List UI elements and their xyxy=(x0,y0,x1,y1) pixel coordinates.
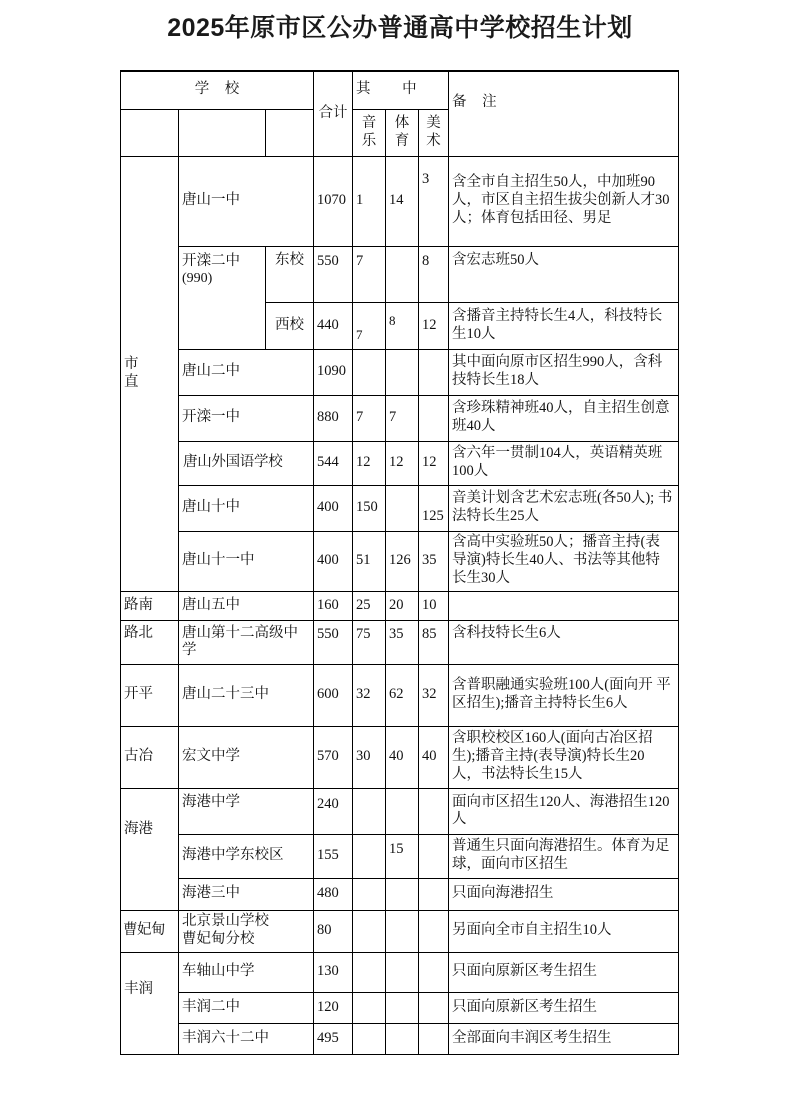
region-cell-kaiping: 开平 xyxy=(121,664,179,726)
region-cell-shizhi xyxy=(121,156,179,591)
music-value xyxy=(353,834,386,878)
note-value: 只面向原新区考生招生 xyxy=(449,992,679,1023)
art-value xyxy=(419,910,449,952)
header-pe xyxy=(386,109,419,156)
art-value: 12 xyxy=(419,302,449,349)
region-shizhi-char1: 市 xyxy=(124,355,139,372)
school-name-main: 开滦二中 xyxy=(182,252,240,269)
school-name: 唐山十一中 xyxy=(179,531,314,591)
music-value: 51 xyxy=(353,531,386,591)
header-music-char2: 乐 xyxy=(361,132,377,149)
note-value: 面向市区招生120人、海港招生120人 xyxy=(449,788,679,834)
note-value: 音美计划含艺术宏志班(各50人); 书法特长生25人 xyxy=(449,485,679,531)
school-name: 唐山十中 xyxy=(179,485,314,531)
note-value: 含普职融通实验班100人(面向开 平区招生);播音主持特长生6人 xyxy=(449,664,679,726)
total-value: 480 xyxy=(314,878,353,910)
header-school: 学 校 xyxy=(121,71,314,109)
table-row xyxy=(121,349,679,395)
table-row xyxy=(121,952,679,992)
pe-value: 7 xyxy=(386,395,419,441)
art-value: 12 xyxy=(419,441,449,485)
music-value: 7 xyxy=(353,395,386,441)
music-value: 32 xyxy=(353,664,386,726)
note-value xyxy=(449,591,679,620)
art-value xyxy=(419,349,449,395)
header-total: 合计 xyxy=(314,71,353,156)
header-region-blank xyxy=(121,109,179,156)
total-value: 130 xyxy=(314,952,353,992)
total-value: 495 xyxy=(314,1023,353,1054)
music-value xyxy=(353,349,386,395)
music-value: 7 xyxy=(353,246,386,302)
table-row xyxy=(121,664,679,726)
pe-value: 14 xyxy=(386,156,419,246)
art-value xyxy=(419,1023,449,1054)
header-among: 其 中 xyxy=(353,71,449,109)
music-value: 7 xyxy=(353,302,386,349)
total-value: 570 xyxy=(314,726,353,788)
music-value: 150 xyxy=(353,485,386,531)
header-art-char2: 术 xyxy=(426,132,441,149)
art-value xyxy=(419,878,449,910)
page-title: 2025年原市区公办普通高中学校招生计划 xyxy=(167,14,633,42)
table-row xyxy=(121,910,679,952)
school-name: 唐山一中 xyxy=(179,156,314,246)
region-cell-caofeidian: 曹妃甸 xyxy=(121,910,179,952)
total-value: 544 xyxy=(314,441,353,485)
school-name: 车轴山中学 xyxy=(179,952,314,992)
school-name: 宏文中学 xyxy=(179,726,314,788)
total-value: 160 xyxy=(314,591,353,620)
table-row xyxy=(121,788,679,834)
note-value: 其中面向原市区招生990人，含科 技特长生18人 xyxy=(449,349,679,395)
table-row xyxy=(121,246,679,302)
note-value: 含珍珠精神班40人，自主招生创意 班40人 xyxy=(449,395,679,441)
table-row xyxy=(121,1023,679,1054)
table-row xyxy=(121,531,679,591)
pe-value: 126 xyxy=(386,531,419,591)
pe-value: 20 xyxy=(386,591,419,620)
pe-value xyxy=(386,878,419,910)
table-row xyxy=(121,834,679,878)
school-name: 开滦一中 xyxy=(179,395,314,441)
total-value: 440 xyxy=(314,302,353,349)
region-cell-guye: 古冶 xyxy=(121,726,179,788)
table-row xyxy=(121,441,679,485)
header-music xyxy=(353,109,386,156)
admissions-plan-table-wrapper xyxy=(120,70,678,1055)
pe-value: 40 xyxy=(386,726,419,788)
art-value xyxy=(419,834,449,878)
art-value: 3 xyxy=(419,156,449,246)
pe-value xyxy=(386,910,419,952)
note-value: 含职校校区160人(面向古冶区招 生);播音主持(表导演)特长生20 人，书法特长生15人 xyxy=(449,726,679,788)
art-value xyxy=(419,992,449,1023)
total-value: 880 xyxy=(314,395,353,441)
pe-value: 8 xyxy=(386,302,419,349)
campus-value: 西校 xyxy=(266,302,314,349)
note-value: 含播音主持特长生4人，科技特长 生10人 xyxy=(449,302,679,349)
pe-value: 15 xyxy=(386,834,419,878)
music-value xyxy=(353,992,386,1023)
admissions-plan-table xyxy=(120,70,679,1055)
note-value: 只面向海港招生 xyxy=(449,878,679,910)
art-value xyxy=(419,788,449,834)
header-art xyxy=(419,109,449,156)
school-name: 唐山二十三中 xyxy=(179,664,314,726)
school-name: 唐山二中 xyxy=(179,349,314,395)
music-value: 12 xyxy=(353,441,386,485)
total-value: 80 xyxy=(314,910,353,952)
total-value: 120 xyxy=(314,992,353,1023)
art-value: 40 xyxy=(419,726,449,788)
header-music-char1: 音 xyxy=(361,114,377,131)
pe-value xyxy=(386,788,419,834)
school-name: 唐山五中 xyxy=(179,591,314,620)
region-cell-lubei: 路北 xyxy=(121,620,179,664)
region-cell-haigang: 海港 xyxy=(121,788,179,910)
pe-value: 12 xyxy=(386,441,419,485)
region-cell-lunan: 路南 xyxy=(121,591,179,620)
music-value xyxy=(353,788,386,834)
total-value: 400 xyxy=(314,485,353,531)
region-shizhi-char2: 直 xyxy=(124,373,139,390)
pe-value: 35 xyxy=(386,620,419,664)
header-pe-char1: 体 xyxy=(394,114,410,131)
header-pe-char2: 育 xyxy=(394,132,410,149)
table-row xyxy=(121,620,679,664)
note-value: 普通生只面向海港招生。体育为足 球，面向市区招生 xyxy=(449,834,679,878)
art-value: 32 xyxy=(419,664,449,726)
pe-value xyxy=(386,952,419,992)
total-value: 1090 xyxy=(314,349,353,395)
school-name xyxy=(179,246,266,349)
table-row xyxy=(121,992,679,1023)
table-row xyxy=(121,878,679,910)
total-value: 240 xyxy=(314,788,353,834)
art-value: 85 xyxy=(419,620,449,664)
school-name: 丰润二中 xyxy=(179,992,314,1023)
table-row xyxy=(121,156,679,246)
table-header-row-1 xyxy=(121,71,679,109)
pe-value xyxy=(386,1023,419,1054)
header-campus-blank xyxy=(266,109,314,156)
school-name: 丰润六十二中 xyxy=(179,1023,314,1054)
note-value: 含科技特长生6人 xyxy=(449,620,679,664)
music-value xyxy=(353,952,386,992)
table-row xyxy=(121,395,679,441)
art-value: 35 xyxy=(419,531,449,591)
pe-value xyxy=(386,992,419,1023)
pe-value xyxy=(386,485,419,531)
school-name: 海港三中 xyxy=(179,878,314,910)
campus-value: 东校 xyxy=(266,246,314,302)
total-value: 1070 xyxy=(314,156,353,246)
music-value: 25 xyxy=(353,591,386,620)
music-value: 75 xyxy=(353,620,386,664)
music-value: 30 xyxy=(353,726,386,788)
school-name-main: 北京景山学校 xyxy=(182,913,269,930)
note-value: 另面向全市自主招生10人 xyxy=(449,910,679,952)
note-value: 含全市自主招生50人，中加班90 人，市区自主招生拔尖创新人才30 人；体育包括田径、男足 xyxy=(449,156,679,246)
music-value xyxy=(353,878,386,910)
school-name-sub: (990) xyxy=(182,271,213,287)
music-value xyxy=(353,910,386,952)
note-value: 含宏志班50人 xyxy=(449,246,679,302)
note-value: 含高中实验班50人；播音主持(表 导演)特长生40人、书法等其他特 长生30人 xyxy=(449,531,679,591)
table-row xyxy=(121,485,679,531)
art-value: 8 xyxy=(419,246,449,302)
note-value: 只面向原新区考生招生 xyxy=(449,952,679,992)
school-name: 唐山第十二高级中学 xyxy=(179,620,314,664)
table-row xyxy=(121,726,679,788)
school-name: 唐山外国语学校 xyxy=(179,441,314,485)
art-value: 125 xyxy=(419,485,449,531)
header-schoolname-blank xyxy=(179,109,266,156)
total-value: 550 xyxy=(314,620,353,664)
total-value: 400 xyxy=(314,531,353,591)
total-value: 550 xyxy=(314,246,353,302)
table-row xyxy=(121,591,679,620)
header-art-char1: 美 xyxy=(426,114,441,131)
school-name: 海港中学 xyxy=(179,788,314,834)
total-value: 600 xyxy=(314,664,353,726)
music-value: 1 xyxy=(353,156,386,246)
art-value xyxy=(419,952,449,992)
pe-value: 62 xyxy=(386,664,419,726)
school-name-sub: 曹妃甸分校 xyxy=(182,931,255,947)
art-value: 10 xyxy=(419,591,449,620)
pe-value xyxy=(386,246,419,302)
pe-value xyxy=(386,349,419,395)
school-name: 海港中学东校区 xyxy=(179,834,314,878)
note-value: 全部面向丰润区考生招生 xyxy=(449,1023,679,1054)
art-value xyxy=(419,395,449,441)
region-cell-fengrun: 丰润 xyxy=(121,952,179,1054)
music-value xyxy=(353,1023,386,1054)
school-name xyxy=(179,910,314,952)
total-value: 155 xyxy=(314,834,353,878)
header-note: 备 注 xyxy=(449,71,679,156)
note-value: 含六年一贯制104人，英语精英班 100人 xyxy=(449,441,679,485)
